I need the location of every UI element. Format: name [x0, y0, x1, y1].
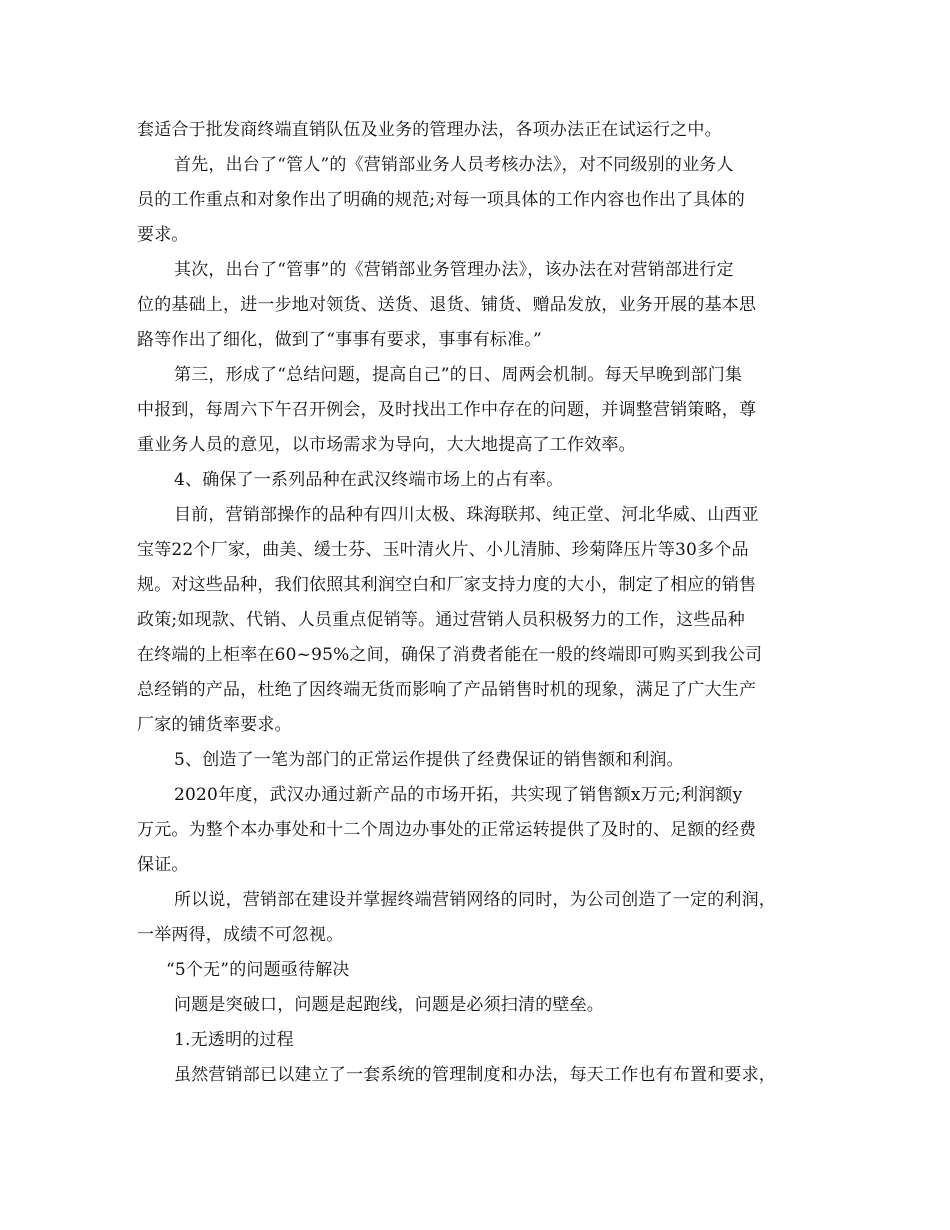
paragraph-line: 第三，形成了“总结问题，提高自己”的日、周两会机制。每天早晚到部门集	[174, 365, 743, 385]
paragraph-line: 中报到，每周六下午召开例会，及时找出工作中存在的问题，并调整营销策略，尊	[137, 400, 757, 420]
paragraph-line: 总经销的产品，杜绝了因终端无货而影响了产品销售时机的现象，满足了广大生产	[137, 680, 757, 700]
paragraph-line: 其次，出台了“管事”的《营销部业务管理办法》，该办法在对营销部进行定	[174, 260, 734, 280]
paragraph-line: 问题是突破口，问题是起跑线，问题是必须扫清的壁垒。	[174, 995, 604, 1015]
paragraph-line: 套适合于批发商终端直销队伍及业务的管理办法，各项办法正在试运行之中。	[137, 120, 722, 140]
section-heading: 5、创造了一笔为部门的正常运作提供了经费保证的销售额和利润。	[174, 750, 684, 770]
section-heading: 4、确保了一系列品种在武汉终端市场上的占有率。	[174, 470, 564, 490]
section-heading: 1.无透明的过程	[174, 1030, 294, 1050]
paragraph-line: 目前，营销部操作的品种有四川太极、珠海联邦、纯正堂、河北华威、山西亚	[174, 505, 759, 525]
paragraph-line: 宝等22个厂家，曲美、缓士芬、玉叶清火片、小儿清肺、珍菊降压片等30多个品	[137, 540, 749, 560]
paragraph-line: 要求。	[137, 225, 189, 245]
section-heading: “5个无”的问题亟待解决	[166, 960, 350, 980]
paragraph-line: 虽然营销部已以建立了一套系统的管理制度和办法，每天工作也有布置和要求，	[174, 1065, 776, 1085]
paragraph-line: 一举两得，成绩不可忽视。	[137, 925, 344, 945]
paragraph-line: 规。对这些品种，我们依照其利润空白和厂家支持力度的大小，制定了相应的销售	[137, 575, 757, 595]
paragraph-line: 所以说，营销部在建设并掌握终端营销网络的同时，为公司创造了一定的利润，	[174, 890, 776, 910]
paragraph-line: 重业务人员的意见，以市场需求为导向，大大地提高了工作效率。	[137, 435, 636, 455]
paragraph-line: 厂家的铺货率要求。	[137, 715, 292, 735]
paragraph-line: 位的基础上，进一步地对领货、送货、退货、铺货、赠品发放，业务开展的基本思	[137, 295, 757, 315]
paragraph-line: 员的工作重点和对象作出了明确的规范;对每一项具体的工作内容也作出了具体的	[137, 190, 745, 210]
paragraph-line: 首先，出台了“管人”的《营销部业务人员考核办法》，对不同级别的业务人	[174, 155, 734, 175]
paragraph-line: 政策;如现款、代销、人员重点促销等。通过营销人员积极努力的工作，这些品种	[137, 610, 745, 630]
paragraph-line: 保证。	[137, 855, 189, 875]
paragraph-line: 万元。为整个本办事处和十二个周边办事处的正常运转提供了及时的、足额的经费	[137, 820, 757, 840]
paragraph-line: 在终端的上柜率在60~95%之间，确保了消费者能在一般的终端即可购买到我公司	[137, 645, 763, 665]
paragraph-line: 路等作出了细化，做到了“事事有要求，事事有标准。”	[137, 330, 542, 350]
paragraph-line: 2020年度，武汉办通过新产品的市场开拓，共实现了销售额x万元;利润额y	[174, 785, 743, 805]
